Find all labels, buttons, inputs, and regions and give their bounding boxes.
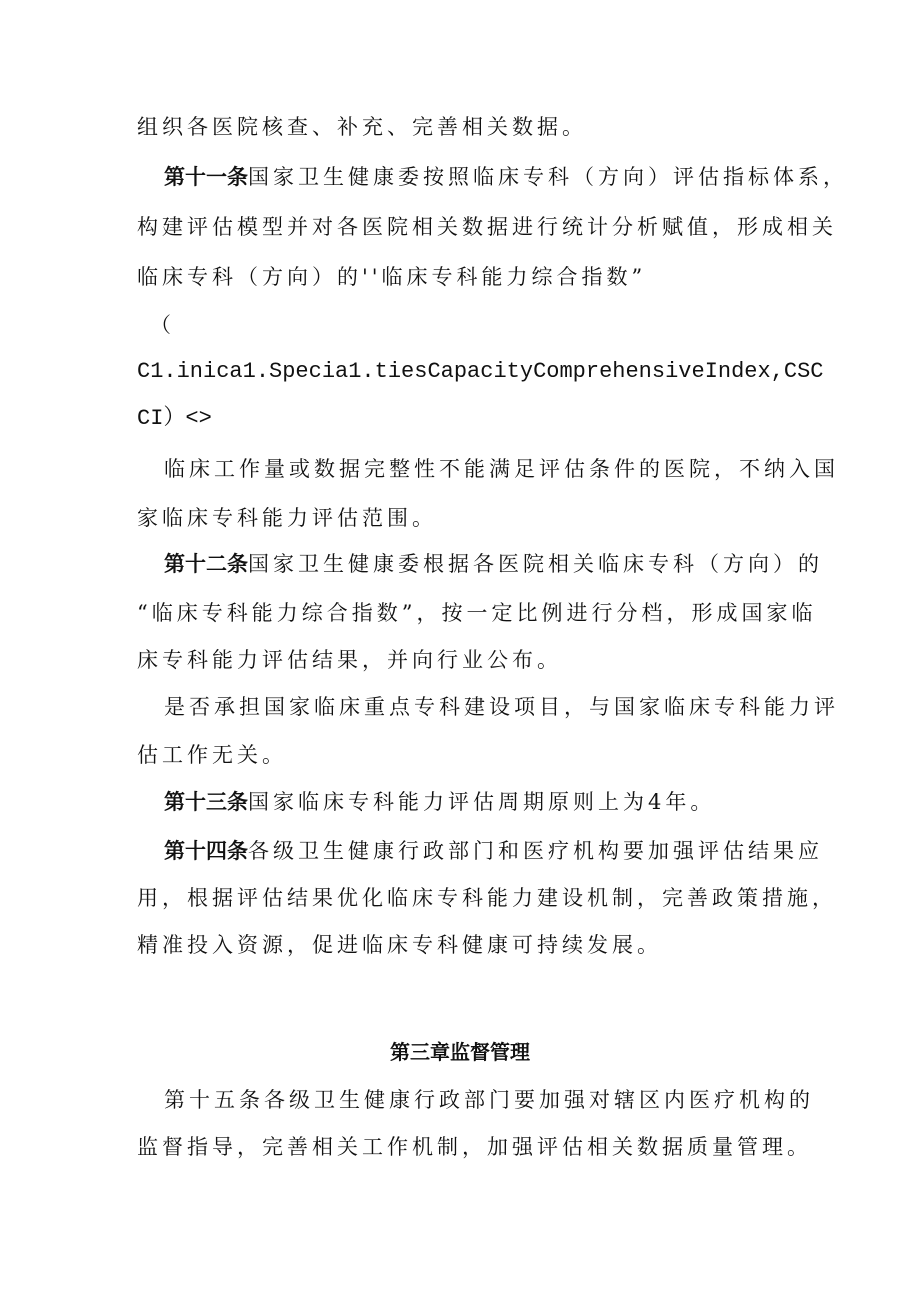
text-line: “临床专科能力综合指数”，按一定比例进行分档，形成国家临	[137, 601, 817, 625]
article-text: 国家卫生健康委按照临床专科（方向）评估指标体系，	[248, 165, 848, 189]
text-line: 床专科能力评估结果，并向行业公布。	[137, 648, 562, 672]
text-line: 精准投入资源，促进临床专科健康可持续发展。	[137, 933, 662, 957]
article-text: 国家卫生健康委根据各医院相关临床专科（方向）的	[248, 552, 823, 576]
text-line: 临床工作量或数据完整性不能满足评估条件的医院，不纳入国	[164, 457, 839, 481]
article-13-paragraph	[164, 787, 715, 817]
article-12-paragraph	[164, 549, 823, 579]
text-line: 估工作无关。	[137, 743, 287, 767]
text-line: 组织各医院核查、补充、完善相关数据。	[137, 115, 587, 139]
article-11-paragraph	[164, 162, 848, 192]
chapter-heading: 第三章监督管理	[390, 1040, 530, 1064]
article-14-paragraph	[164, 836, 823, 866]
text-line: （	[150, 313, 175, 337]
text-line: 第十五条各级卫生健康行政部门要加强对辖区内医疗机构的	[164, 1088, 814, 1112]
text-line: CI）<>	[137, 406, 212, 431]
text-line: C1.inica1.Specia1.tiesCapacityComprehensiveIndex,CSC	[137, 359, 824, 384]
text-line: 监督指导，完善相关工作机制，加强评估相关数据质量管理。	[137, 1135, 812, 1159]
article-label: 第十四条	[164, 839, 248, 863]
article-label: 第十二条	[164, 552, 248, 576]
text-line: 构建评估模型并对各医院相关数据进行统计分析赋值，形成相关	[137, 215, 837, 239]
text-line: 是否承担国家临床重点专科建设项目，与国家临床专科能力评	[164, 695, 839, 719]
article-text: 国家临床专科能力评估周期原则上为4年。	[248, 790, 716, 814]
text-line: 临床专科（方向）的''临床专科能力综合指数”	[137, 265, 647, 289]
text-line: 家临床专科能力评估范围。	[137, 506, 437, 530]
article-label: 第十三条	[164, 790, 248, 814]
article-text: 各级卫生健康行政部门和医疗机构要加强评估结果应	[248, 839, 823, 863]
text-line: 用，根据评估结果优化临床专科能力建设机制，完善政策措施，	[137, 886, 837, 910]
article-label: 第十一条	[164, 165, 248, 189]
